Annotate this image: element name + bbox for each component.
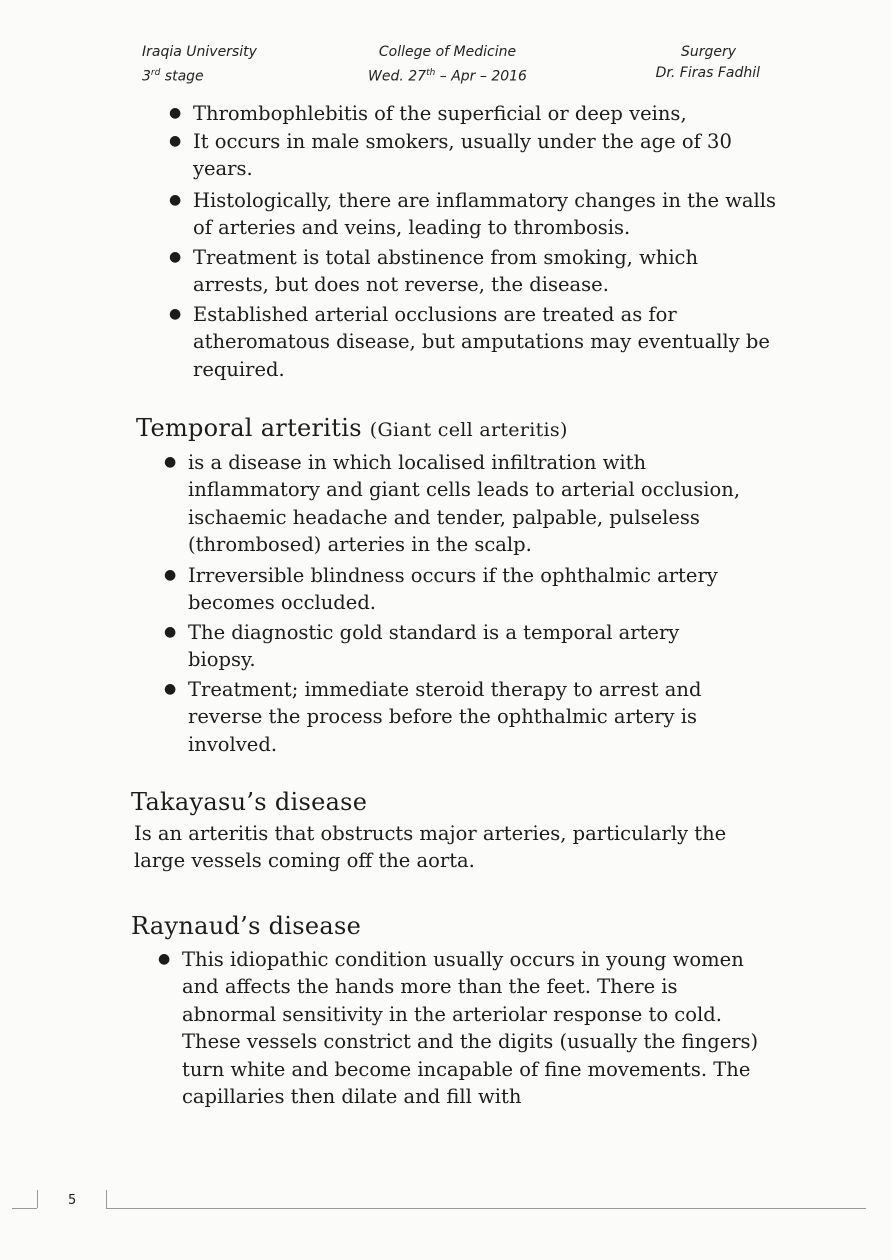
- footer-corner-right: [106, 1190, 107, 1208]
- university-name: Iraqia University: [142, 44, 257, 60]
- takayasu-paragraph: Is an arteritis that obstructs major arteries, particularly the large vessels coming off the aorta.: [134, 822, 727, 873]
- bullet-icon: ●: [169, 192, 182, 208]
- list-item: ● This idiopathic condition usually occurs in young women and affects the hands more than the feet. There is abnormal sensitivity in the arteriolar response to cold. These vessels constrict and the digits (usually the fingers) turn white and become incapable of fine movements. The capillaries then dilate and fill with: [158, 948, 759, 1109]
- header-college: [360, 42, 535, 88]
- bullet-icon: ●: [158, 951, 171, 967]
- bullet-icon: ●: [169, 133, 182, 149]
- bullet-icon: ●: [169, 306, 182, 322]
- footer-corner-left: [37, 1190, 38, 1208]
- list-item: ● Treatment; immediate steroid therapy to arrest and reverse the process before the ophthalmic artery is involved.: [164, 678, 702, 756]
- list-item: ● Thrombophlebitis of the superficial or deep veins,: [193, 100, 793, 127]
- page-number: 5: [68, 1193, 77, 1208]
- header-university: [142, 42, 257, 88]
- bullet-icon: ●: [164, 681, 177, 697]
- lecturer-name: Dr. Firas Fadhil: [655, 65, 760, 81]
- footer-rule-left: [12, 1208, 37, 1209]
- bullet-icon: ●: [169, 105, 182, 121]
- list-item: ● Established arterial occlusions are treated as for atheromatous disease, but amputations may eventually be required.: [169, 303, 770, 381]
- list-item: ● Histologically, there are inflammatory changes in the walls of arteries and veins, leading to thrombosis.: [169, 189, 777, 240]
- section-heading-raynaud: Raynaud’s disease: [131, 912, 362, 940]
- footer-rule-right: [106, 1208, 866, 1209]
- bullet-icon: ●: [164, 454, 177, 470]
- header-subject: [620, 42, 760, 84]
- list-item: ● Treatment is total abstinence from smoking, which arrests, but does not reverse, the disease.: [169, 246, 699, 297]
- lecture-date: Wed. 27th – Apr – 2016: [368, 68, 527, 85]
- subject-name: Surgery: [680, 44, 736, 60]
- bullet-icon: ●: [164, 624, 177, 640]
- bullet-icon: ●: [164, 567, 177, 583]
- stage: 3rd stage: [142, 68, 204, 85]
- section-heading-takayasu: Takayasu’s disease: [131, 788, 368, 816]
- list-item: ● is a disease in which localised infiltration with inflammatory and giant cells leads to arterial occlusion, ischaemic headache and tender, palpable, pulseless (thrombosed) arteries in the scalp.: [164, 451, 741, 557]
- bullet-icon: ●: [169, 249, 182, 265]
- list-item: ● Irreversible blindness occurs if the ophthalmic artery becomes occluded.: [164, 564, 718, 615]
- section-heading-temporal: Temporal arteritis (Giant cell arteritis): [136, 414, 568, 442]
- list-item: ● The diagnostic gold standard is a temporal artery biopsy.: [164, 621, 680, 672]
- college-name: College of Medicine: [378, 44, 517, 60]
- list-item: ● It occurs in male smokers, usually under the age of 30 years.: [169, 130, 732, 181]
